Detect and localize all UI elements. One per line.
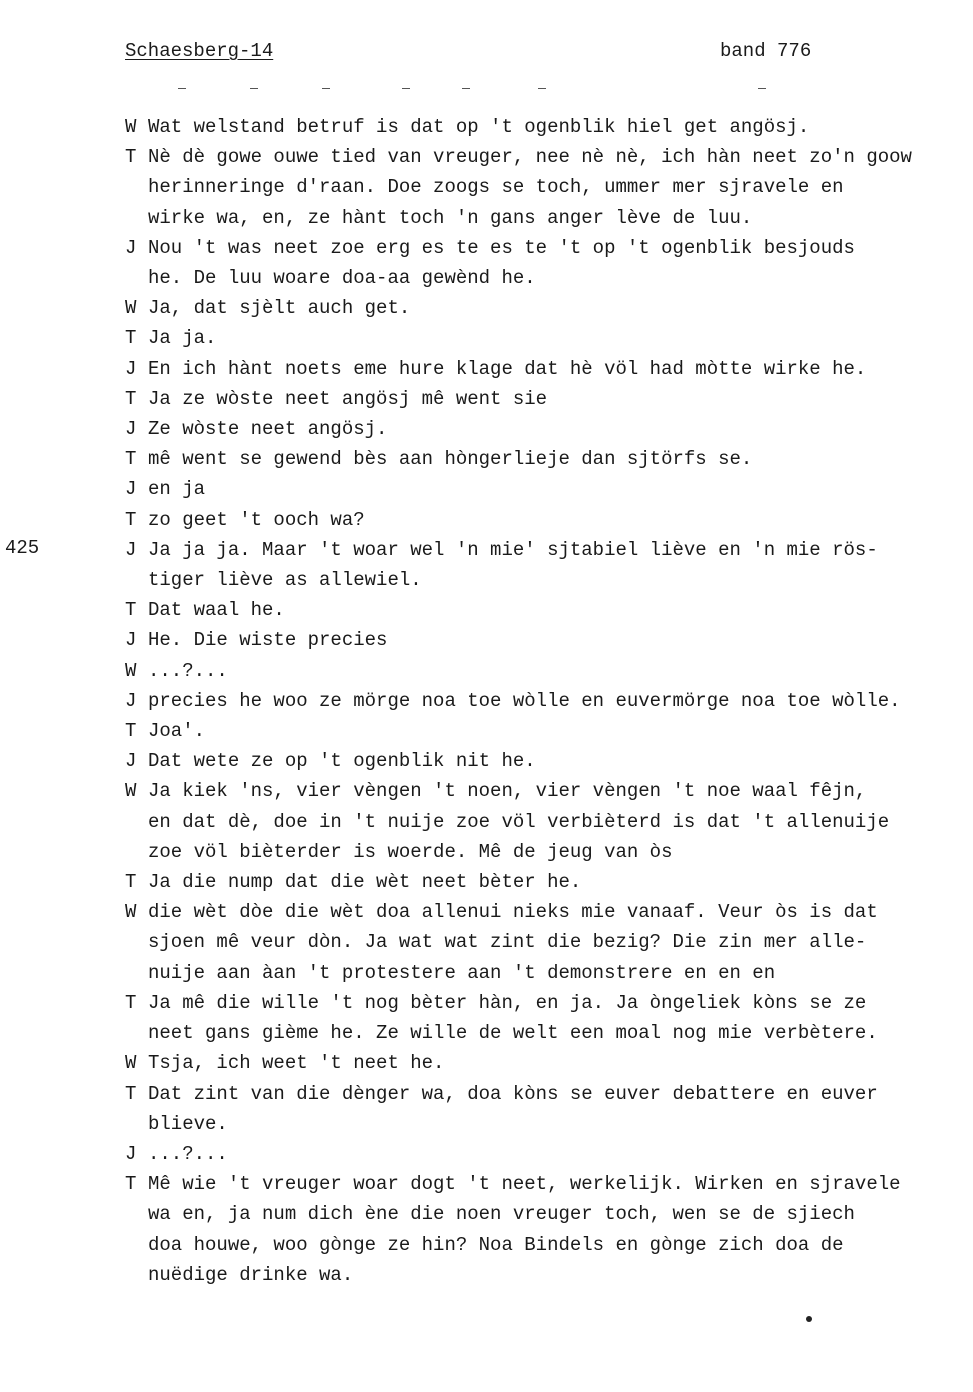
utterance-line: Nè dè gowe ouwe tied van vreuger, nee nè nè, ich hàn neet zo'n goow xyxy=(148,146,912,169)
transcript-turn xyxy=(125,474,965,504)
utterance xyxy=(148,988,965,1048)
utterance-line: Ja, dat sjèlt auch get. xyxy=(148,297,411,320)
speaker-label: J xyxy=(125,236,137,259)
utterance-line: mê went se gewend bès aan hòngerlieje dan sjtörfs se. xyxy=(148,448,753,471)
utterance-line: nuije aan àan 't protestere aan 't demonstrere en en en xyxy=(148,961,776,984)
utterance xyxy=(148,716,965,746)
speaker-label: J xyxy=(125,1142,137,1165)
utterance-line: Ja ze wòste neet angösj mê went sie xyxy=(148,387,548,410)
utterance xyxy=(148,686,965,716)
page-title: Schaesberg-14 xyxy=(125,40,274,62)
transcript-turn xyxy=(125,656,965,686)
speaker-label: T xyxy=(125,146,137,169)
transcript-turn xyxy=(125,1079,965,1139)
utterance-line: zoe völ bièterder is woerde. Mê de jeug van òs xyxy=(148,840,673,863)
utterance-line: die wèt dòe die wèt doa allenui nieks mie vanaaf. Veur òs is dat xyxy=(148,901,878,924)
utterance-line: Dat waal he. xyxy=(148,599,285,622)
speaker-label: J xyxy=(125,357,137,380)
utterance xyxy=(148,414,965,444)
utterance-line: Ja ja ja. Maar 't woar wel 'n mie' sjtabiel liève en 'n mie rös- xyxy=(148,538,878,561)
utterance-line: Wat welstand betruf is dat op 't ogenblik hiel get angösj. xyxy=(148,116,810,138)
divider-mark xyxy=(462,88,470,89)
utterance xyxy=(148,505,965,535)
utterance-line: nuëdige drinke wa. xyxy=(148,1263,354,1286)
utterance xyxy=(148,293,965,323)
utterance-line: He. Die wiste precies xyxy=(148,629,388,652)
utterance xyxy=(148,354,965,384)
ink-dot xyxy=(806,1316,812,1322)
divider-mark xyxy=(758,88,766,89)
utterance-line: herinneringe d'raan. Doe zoogs se toch, ummer mer sjravele en xyxy=(148,176,844,199)
utterance xyxy=(148,746,965,776)
transcript-turn xyxy=(125,505,965,535)
speaker-label: T xyxy=(125,448,137,471)
speaker-label: W xyxy=(125,1052,137,1075)
utterance-line: Dat wete ze op 't ogenblik nit he. xyxy=(148,750,536,773)
utterance-line: precies he woo ze mörge noa toe wòlle en euvermörge noa toe wòlle. xyxy=(148,689,901,712)
transcript-turn xyxy=(125,293,965,323)
utterance-line: wa en, ja num dich ène die noen vreuger toch, wen se de sjiech xyxy=(148,1203,855,1226)
utterance xyxy=(148,656,965,686)
utterance-line: Ze wòste neet angösj. xyxy=(148,418,388,441)
utterance xyxy=(148,1169,965,1290)
utterance-line: doa houwe, woo gònge ze hin? Noa Bindels en gònge zich doa de xyxy=(148,1233,844,1256)
transcript-turn xyxy=(125,625,965,655)
divider-mark xyxy=(402,88,410,89)
utterance-line: ...?... xyxy=(148,659,228,682)
utterance xyxy=(148,535,965,595)
transcript-turn xyxy=(125,354,965,384)
speaker-label: W xyxy=(125,901,137,924)
utterance-line: en dat dè, doe in 't nuije zoe völ verbièterd is dat 't allenuije xyxy=(148,810,890,833)
utterance xyxy=(148,233,965,293)
speaker-label: T xyxy=(125,720,137,743)
utterance-line: ...?... xyxy=(148,1142,228,1165)
utterance xyxy=(148,474,965,504)
transcript-turn xyxy=(125,1169,965,1290)
utterance-line: Ja mê die wille 't nog bèter hàn, en ja. Ja òngeliek kòns se ze xyxy=(148,991,867,1014)
utterance xyxy=(148,595,965,625)
transcript-turn xyxy=(125,142,965,233)
divider-mark xyxy=(250,88,258,89)
speaker-label: T xyxy=(125,1173,137,1196)
speaker-label: W xyxy=(125,116,137,138)
speaker-label: J xyxy=(125,478,137,501)
transcript-turn xyxy=(125,686,965,716)
utterance-line: he. De luu woare doa-aa gewènd he. xyxy=(148,267,536,290)
speaker-label: J xyxy=(125,629,137,652)
transcript-turn xyxy=(125,776,965,867)
utterance xyxy=(148,867,965,897)
speaker-label: J xyxy=(125,750,137,773)
speaker-label: T xyxy=(125,508,137,531)
utterance xyxy=(148,625,965,655)
utterance xyxy=(148,142,965,233)
utterance-line: Ja die nump dat die wèt neet bèter he. xyxy=(148,871,582,894)
speaker-label: W xyxy=(125,659,137,682)
utterance-line: blieve. xyxy=(148,1112,228,1135)
speaker-label: J xyxy=(125,538,137,561)
transcript-turn xyxy=(125,414,965,444)
utterance-line: wirke wa, en, ze hànt toch 'n gans anger lève de luu. xyxy=(148,206,753,229)
transcript-turn xyxy=(125,323,965,353)
utterance xyxy=(148,897,965,988)
utterance-line: Dat zint van die dènger wa, doa kòns se euver debattere en euver xyxy=(148,1082,878,1105)
transcript-turn xyxy=(125,595,965,625)
utterance-line: tiger liève as allewiel. xyxy=(148,569,422,592)
speaker-label: J xyxy=(125,689,137,712)
utterance-line: Ja kiek 'ns, vier vèngen 't noen, vier vèngen 't noe waal fêjn, xyxy=(148,780,867,803)
transcript-turn xyxy=(125,384,965,414)
utterance xyxy=(148,444,965,474)
utterance-line: Mê wie 't vreuger woar dogt 't neet, werkelijk. Wirken en sjravele xyxy=(148,1173,901,1196)
transcript xyxy=(125,112,965,1290)
utterance-line: Tsja, ich weet 't neet he. xyxy=(148,1052,445,1075)
speaker-label: W xyxy=(125,297,137,320)
band-label: band 776 xyxy=(720,40,812,62)
speaker-label: J xyxy=(125,418,137,441)
transcript-turn xyxy=(125,535,965,595)
transcript-turn xyxy=(125,444,965,474)
utterance xyxy=(148,1139,965,1169)
margin-line-number: 425 xyxy=(5,537,40,559)
utterance-line: sjoen mê veur dòn. Ja wat wat zint die bezig? Die zin mer alle- xyxy=(148,931,867,954)
speaker-label: W xyxy=(125,780,137,803)
divider-mark xyxy=(178,88,186,89)
transcript-turn xyxy=(125,112,965,142)
utterance-line: Ja ja. xyxy=(148,327,217,350)
transcript-turn xyxy=(125,746,965,776)
utterance-line: En ich hànt noets eme hure klage dat hè völ had mòtte wirke he. xyxy=(148,357,867,380)
utterance xyxy=(148,323,965,353)
transcript-turn xyxy=(125,1048,965,1078)
utterance xyxy=(148,112,965,142)
utterance-line: neet gans gième he. Ze wille de welt een moal nog mie verbètere. xyxy=(148,1022,878,1045)
transcript-turn xyxy=(125,867,965,897)
utterance xyxy=(148,776,965,867)
speaker-label: T xyxy=(125,599,137,622)
speaker-label: T xyxy=(125,327,137,350)
divider-mark xyxy=(538,88,546,89)
speaker-label: T xyxy=(125,1082,137,1105)
speaker-label: T xyxy=(125,387,137,410)
utterance-line: Nou 't was neet zoe erg es te es te 't op 't ogenblik besjouds xyxy=(148,236,855,259)
transcript-turn xyxy=(125,988,965,1048)
speaker-label: T xyxy=(125,871,137,894)
utterance xyxy=(148,384,965,414)
transcript-turn xyxy=(125,897,965,988)
utterance xyxy=(148,1079,965,1139)
divider-mark xyxy=(322,88,330,89)
speaker-label: T xyxy=(125,991,137,1014)
utterance-line: Joa'. xyxy=(148,720,206,743)
transcript-turn xyxy=(125,233,965,293)
transcript-turn xyxy=(125,716,965,746)
utterance-line: en ja xyxy=(148,478,206,501)
transcript-turn xyxy=(125,1139,965,1169)
utterance xyxy=(148,1048,965,1078)
utterance-line: zo geet 't ooch wa? xyxy=(148,508,365,531)
